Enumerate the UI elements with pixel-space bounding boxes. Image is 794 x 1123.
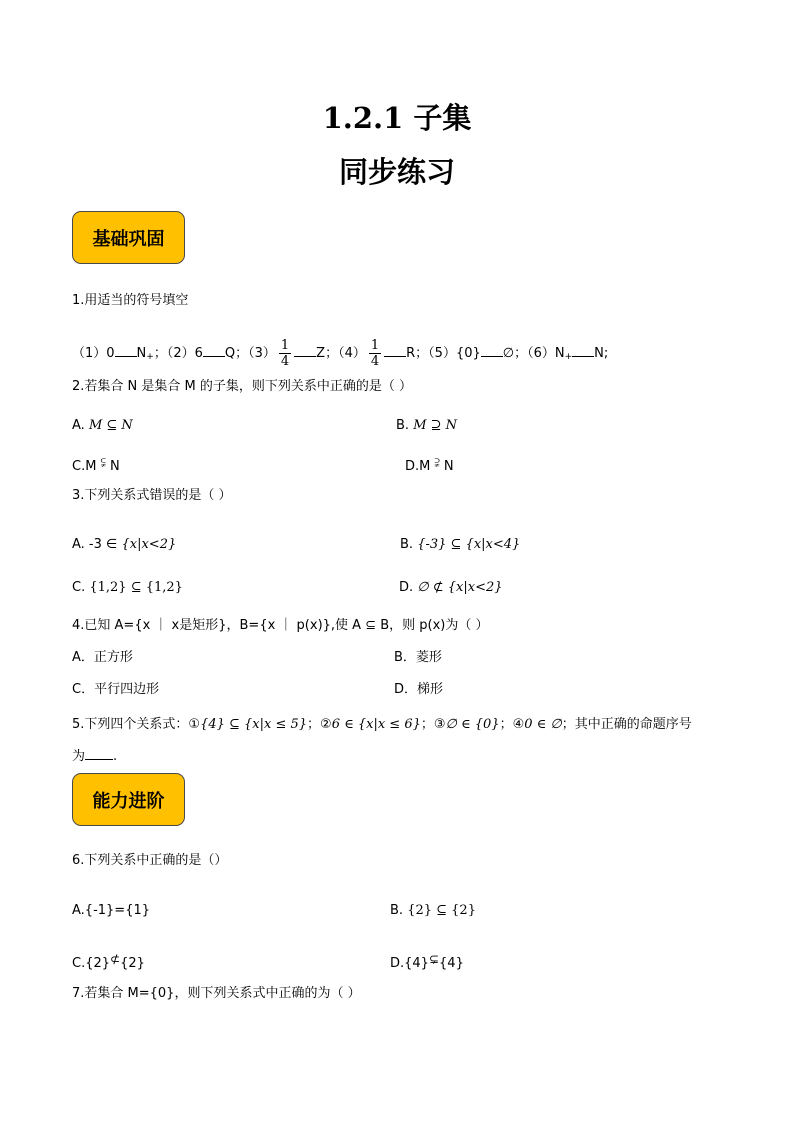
fraction: $\frac{1}{4}$ <box>280 338 290 369</box>
question-2-option-d: D.M ⫌ N <box>405 455 454 474</box>
question-7-stem: 7.若集合 M={0}，则下列关系式中正确的为（ ） <box>72 986 361 1001</box>
question-3-option-d: D. ∅ ⊄ {x|x<2} <box>399 580 503 595</box>
question-5-continued: 为 . <box>72 749 118 764</box>
question-4-stem: 4.已知 A={x ｜ x是矩形}，B={x ｜ p(x)},使 A ⊆ B，则 p(x)为（ ） <box>72 618 489 633</box>
question-6-option-a: A.{-1}={1} <box>72 903 151 918</box>
answer-blank <box>85 748 113 760</box>
question-4-option-b: B．菱形 <box>394 650 442 665</box>
section-badge-advanced: 能力进阶 <box>72 773 185 826</box>
page-subtitle: 同步练习 <box>338 155 455 189</box>
fraction: $\frac{1}{4}$ <box>370 338 380 369</box>
question-6-option-c: C.{2}⊄{2} <box>72 952 145 971</box>
question-1-stem: 1.用适当的符号填空 <box>72 293 189 308</box>
section-badge-basic: 基础巩固 <box>72 211 185 264</box>
answer-blank <box>203 345 225 357</box>
question-3-option-c: C. {1,2} ⊆ {1,2} <box>72 580 183 595</box>
answer-blank <box>294 345 316 357</box>
question-2-option-a: A. M ⊆ N <box>72 418 133 433</box>
question-6-option-d: D.{4}⊊{4} <box>390 952 464 971</box>
question-2-option-c: C.M ⫋ N <box>72 455 120 474</box>
question-1-items: （1）0 $N_+$；（2）6 Q；（3） $\frac{1}{4}$ Z；（4） $\frac{1}{4}$ R；（5）{0} ∅；$(6)N_+$ N; <box>72 338 609 369</box>
question-3-option-a: A. -3 ∈ {x|x<2} <box>72 537 177 552</box>
question-4-option-c: C．平行四边形 <box>72 682 160 697</box>
question-3-option-b: B. {-3} ⊆ {x|x<4} <box>400 537 521 552</box>
question-6-option-b: B. {2} ⊆ {2} <box>390 903 476 918</box>
question-6-stem: 6.下列关系中正确的是（） <box>72 853 228 868</box>
question-4-option-a: A．正方形 <box>72 650 133 665</box>
answer-blank <box>384 345 406 357</box>
question-2-stem: 2.若集合 N 是集合 M 的子集，则下列关系中正确的是（ ） <box>72 379 413 394</box>
page-title: 1.2.1 子集 <box>322 101 472 135</box>
answer-blank <box>572 345 594 357</box>
question-4-option-d: D．梯形 <box>394 682 444 697</box>
answer-blank <box>115 345 137 357</box>
question-5-stem: 5.下列四个关系式：①{4} ⊆ {x|x ≤ 5}；②6 ∈ {x|x ≤ 6}；③∅ ∈ {0}；④0 ∈ ∅；其中正确的命题序号 <box>72 717 692 732</box>
question-2-option-b: B. M ⊇ N <box>396 418 458 433</box>
question-3-stem: 3.下列关系式错误的是（ ） <box>72 488 232 503</box>
answer-blank <box>481 345 503 357</box>
